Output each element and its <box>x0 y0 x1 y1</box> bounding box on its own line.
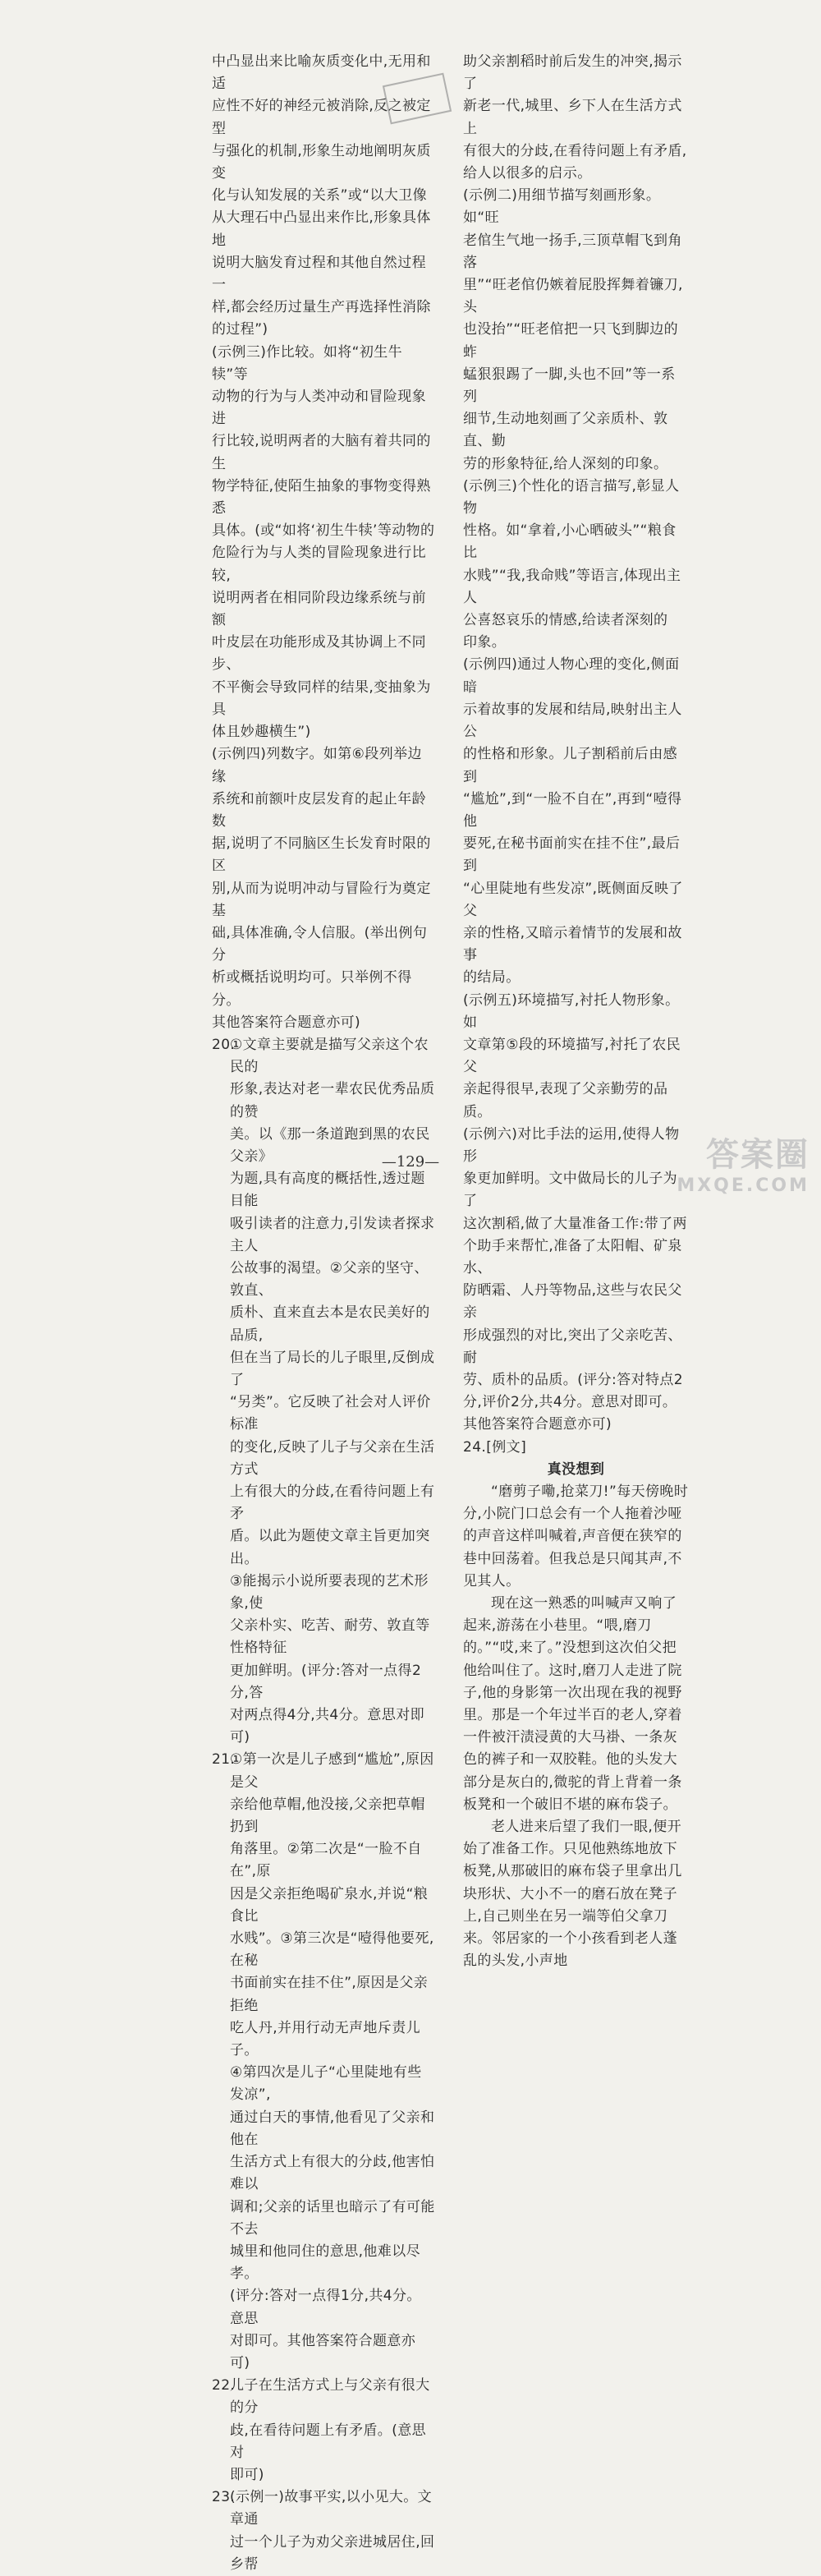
text-line: 文章第⑤段的环境描写,衬托了农民父 <box>463 1036 681 1076</box>
text-line: 也没抬”“旺老倌把一只飞到脚边的蚱 <box>463 321 679 361</box>
text-line: 分,评价2分,共4分。意思对即可。 <box>463 1394 677 1411</box>
text-line <box>230 2464 435 2486</box>
line-text: ①文章主要就是描写父亲这个农民的 <box>230 1036 429 1076</box>
text-line: 础,具体准确,令人信服。(举出例句分 <box>212 924 428 964</box>
text-line: (示例六)对比手法的运用,使得人物形 <box>463 1125 680 1165</box>
line-text: 生活方式上有很大的分歧,他害怕难以 <box>230 2154 435 2193</box>
text-line: (示例五)环境描写,衬托人物形象。如 <box>463 991 680 1031</box>
text-line <box>230 1615 435 1659</box>
text-line: 物学特征,使陌生抽象的事物变得熟悉 <box>212 477 431 518</box>
text-line <box>230 2151 435 2196</box>
text-line <box>212 2375 435 2419</box>
text-line <box>230 1884 435 1928</box>
answer-20-body <box>212 1034 435 1750</box>
text-line <box>230 1838 435 1883</box>
text-line: 老倌生气地一扬手,三顶草帽飞到角落 <box>463 232 682 271</box>
text-line: 中凸显出来比喻灰质变化中,无用和适 <box>212 53 431 93</box>
text-line: (示例四)列数字。如第⑥段列举边缘 <box>212 746 422 785</box>
line-text: 亲给他草帽,他没接,父亲把草帽扔到 <box>230 1796 425 1836</box>
text-line: 防晒霜、人丹等物品,这些与农民父亲 <box>463 1282 682 1322</box>
line-text: 为题,具有高度的概括性,透过题目能 <box>230 1171 425 1210</box>
text-line: 劳、质朴的品质。(评分:答对特点2 <box>463 1371 683 1388</box>
line-text: 质朴、直来直去本是农民美好的品质, <box>230 1304 430 1344</box>
essay-paragraph: “磨剪子嘞,抢菜刀!”每天傍晚时分,小院门口总会有一个人拖着沙哑的声音这样叫喊着,声音便在狭窄的巷中回荡着。但我总是只闻其声,不见其人。 <box>463 1484 689 1589</box>
text-line: (示例二)用细节描写刻画形象。如“旺 <box>463 187 661 227</box>
line-text: 即可) <box>230 2466 264 2483</box>
watermark-logo <box>677 1129 810 1196</box>
line-text: (示例一)故事平实,以小见大。文章通 <box>230 2489 433 2528</box>
page-number: —129— <box>381 1153 440 1171</box>
line-text: 美。以《那一条道跑到黑的农民父亲》 <box>230 1125 430 1165</box>
line-text: 对即可。其他答案符合题意亦可) <box>230 2332 416 2371</box>
text-line: 示着故事的发展和结局,映射出主人公 <box>463 701 682 741</box>
text-line: 从大理石中凸显出来作比,形象具体地 <box>212 209 431 249</box>
line-text: 过一个儿子为劝父亲进城居住,回乡帮 <box>230 2533 435 2573</box>
essay-paragraph: 老人进来后望了我们一眼,便开始了准备工作。只见他熟练地放下板凳,从那破旧的麻布袋子里拿出几块形状、大小不一的磨石放在凳子上,自己则坐在另一端等伯父拿刀来。邻居家的一个小孩看到老人蓬乱的头发,小声地 <box>463 1819 682 1970</box>
answer-24-label: 24.[例文] <box>463 1438 527 1456</box>
text-line: 其他答案符合题意亦可) <box>212 1014 361 1031</box>
line-text: 调和;父亲的话里也暗示了有可能不去 <box>230 2198 435 2238</box>
line-text: 对两点得4分,共4分。意思对即可) <box>230 1707 425 1746</box>
text-line <box>230 1525 435 1570</box>
text-line <box>230 2062 435 2106</box>
text-line <box>230 2285 435 2330</box>
text-line <box>230 1347 435 1392</box>
line-text: 吸引读者的注意力,引发读者探求主人 <box>230 1215 435 1254</box>
text-line <box>230 1660 435 1704</box>
text-line <box>230 1258 435 1302</box>
text-line <box>230 1213 435 1258</box>
right-column <box>463 51 689 1972</box>
watermark-line2: MXQE.COM <box>677 1175 810 1196</box>
text-line <box>230 1704 435 1749</box>
text-line: 危险行为与人类的冒险现象进行比较, <box>212 545 426 584</box>
text-line <box>230 1481 435 1525</box>
text-line: 印象。 <box>463 634 507 651</box>
text-line: 个助手来帮忙,准备了太阳帽、矿泉水、 <box>463 1237 682 1276</box>
line-text: 盾。以此为题使文章主旨更加突出。 <box>230 1528 430 1567</box>
line-text: 但在当了局长的儿子眼里,反倒成了 <box>230 1349 435 1388</box>
text-line: 动物的行为与人类冲动和冒险现象进 <box>212 389 426 428</box>
text-line: 象更加鲜明。文中做局长的儿子为了 <box>463 1171 677 1210</box>
text-line: 应性不好的神经元被消除,反之被定型 <box>212 98 431 137</box>
line-text: 角落里。②第二次是“一脸不自在”,原 <box>230 1841 422 1880</box>
answer-23 <box>212 2486 435 2576</box>
text-line <box>230 2532 435 2576</box>
text-line: 亲起得很早,表现了父亲勤劳的品质。 <box>463 1081 668 1120</box>
text-line <box>212 1034 435 1079</box>
line-text: ④第四次是儿子“心里陡地有些发凉”, <box>230 2064 422 2104</box>
text-line: 的性格和形象。儿子割稻前后由感到 <box>463 746 677 785</box>
text-line: (示例三)个性化的语言描写,彰显人物 <box>463 477 680 518</box>
text-line: 说明大脑发育过程和其他自然过程一 <box>212 254 426 294</box>
text-line <box>230 2196 435 2241</box>
question-number: 20. <box>212 1036 236 1053</box>
text-line: 要死,在秘书面前实在挂不住”,最后到 <box>463 835 681 875</box>
text-line <box>212 1749 435 1793</box>
line-text: 公故事的渴望。②父亲的坚守、敦直、 <box>230 1259 429 1300</box>
text-line: 系统和前额叶皮层发育的起止年龄数 <box>212 790 426 830</box>
text-line <box>230 1972 435 2017</box>
line-text: 上有很大的分歧,在看待问题上有矛 <box>230 1484 435 1523</box>
answer-23-body <box>212 2486 435 2576</box>
text-line: 的过程”) <box>212 321 268 338</box>
text-line: 细节,生动地刻画了父亲质朴、敦直、勤 <box>463 411 668 450</box>
question-number: 23. <box>212 2489 236 2506</box>
text-line: 助父亲割稻时前后发生的冲突,揭示了 <box>463 53 682 93</box>
text-line: 说明两者在相同阶段边缘系统与前额 <box>212 589 426 629</box>
text-line: 的结局。 <box>463 969 521 987</box>
line-text: 水贱”。③第三次是“噎得他要死,在秘 <box>230 1930 434 1970</box>
text-line <box>230 1168 435 1212</box>
line-text: ①第一次是儿子感到“尴尬”,原因是父 <box>230 1751 434 1791</box>
question-number: 22. <box>212 2377 236 2394</box>
text-line: 给人以很多的启示。 <box>463 165 592 182</box>
text-line: “心里陡地有些发凉”,既侧面反映了父 <box>463 880 683 919</box>
text-line: 具体。(或“如将‘初生牛犊’等动物的 <box>212 522 435 540</box>
line-text: (评分:答对一点得1分,共4分。意思 <box>230 2288 421 2327</box>
text-line: 样,都会经历过量生产再选择性消除 <box>212 299 431 316</box>
text-line: (示例三)作比较。如将“初生牛犊”等 <box>212 343 403 383</box>
text-line <box>230 2241 435 2285</box>
answer-21 <box>212 1749 435 2375</box>
text-line <box>230 1794 435 1838</box>
text-line <box>230 2017 435 2062</box>
line-text: 父亲朴实、吃苦、耐劳、敦直等性格特征 <box>230 1617 430 1657</box>
line-text: 歧,在看待问题上有矛盾。(意思对 <box>230 2422 427 2461</box>
left-continuation <box>212 51 435 1034</box>
line-text: 书面前实在挂不住”,原因是父亲拒绝 <box>230 1975 429 2014</box>
right-continuation <box>463 51 689 1437</box>
text-line <box>230 1302 435 1346</box>
text-line: 行比较,说明两者的大脑有着共同的生 <box>212 433 431 472</box>
text-line: 体且妙趣横生”) <box>212 724 311 741</box>
text-line <box>230 1437 435 1481</box>
text-line: 形成强烈的对比,突出了父亲吃苦、耐 <box>463 1327 682 1366</box>
line-text: ③能揭示小说所要表现的艺术形象,使 <box>230 1572 429 1612</box>
text-line: 蜢狠狠踢了一脚,头也不回”等一系列 <box>463 366 676 406</box>
line-text: “另类”。它反映了社会对人评价标准 <box>230 1394 431 1433</box>
text-line <box>230 2107 435 2151</box>
line-text: 吃人丹,并用行动无声地斥责儿子。 <box>230 2019 421 2059</box>
text-line: “尴尬”,到“一脸不自在”,再到“噎得他 <box>463 790 682 830</box>
text-line: 水贱”“我,我命贱”等语言,体现出主人 <box>463 567 681 606</box>
text-line: 与强化的机制,形象生动地阐明灰质变 <box>212 142 431 182</box>
answer-21-body <box>212 1749 435 2375</box>
line-text: 更加鲜明。(评分:答对一点得2分,答 <box>230 1662 422 1701</box>
text-line: 劳的形象特征,给人深刻的印象。 <box>463 455 668 472</box>
text-line: 叶皮层在功能形成及其协调上不同步、 <box>212 634 426 674</box>
text-line: 这次割稻,做了大量准备工作:带了两 <box>463 1215 687 1232</box>
text-line: 里”“旺老倌仍嫉着屁股挥舞着镰刀,头 <box>463 277 683 316</box>
text-line <box>230 1928 435 1972</box>
line-text: 因是父亲拒绝喝矿泉水,并说“粮食比 <box>230 1885 429 1925</box>
text-line <box>230 1079 435 1123</box>
question-number: 21. <box>212 1751 236 1769</box>
line-text: 的变化,反映了儿子与父亲在生活方式 <box>230 1438 435 1478</box>
text-line: 不平衡会导致同样的结果,变抽象为具 <box>212 678 431 718</box>
text-line: 有很大的分歧,在看待问题上有矛盾, <box>463 142 687 159</box>
line-text: 形象,表达对老一辈农民优秀品质的赞 <box>230 1081 435 1120</box>
text-line: 性格。如“拿着,小心晒破头”“粮食比 <box>463 522 677 562</box>
answer-20 <box>212 1034 435 1750</box>
text-line <box>230 1392 435 1436</box>
text-line: 亲的性格,又暗示着情节的发展和故事 <box>463 924 682 964</box>
text-line: 化与认知发展的关系”或“以大卫像 <box>212 187 428 205</box>
answer-22 <box>212 2375 435 2486</box>
text-line: 析或概括说明均可。只举例不得分。 <box>212 969 412 1009</box>
answer-22-body <box>212 2375 435 2486</box>
essay-body <box>463 1481 689 1972</box>
text-line: 据,说明了不同脑区生长发育时限的区 <box>212 835 431 875</box>
line-text: 儿子在生活方式上与父亲有很大的分 <box>230 2377 430 2417</box>
line-text: 通过白天的事情,他看见了父亲和他在 <box>230 2109 435 2148</box>
essay-title: 真没想到 <box>547 1460 605 1478</box>
text-line <box>230 2330 435 2375</box>
text-line: 新老一代,城里、乡下人在生活方式上 <box>463 98 682 137</box>
essay-paragraph: 现在这一熟悉的叫喊声又响了起来,游荡在小巷里。“喂,磨刀的。”“哎,来了。”没想到这次伯父把他给叫住了。这时,磨刀人走进了院子,他的身影第一次出现在我的视野里。那是一个年过半百的老人,穿着一件被汗渍浸黄的大马褂、一条灰色的裤子和一双胶鞋。他的头发大部分是灰白的,微驼的背上背着一条板凳和一个破旧不堪的麻布袋子。 <box>463 1595 682 1813</box>
text-line <box>212 2486 435 2531</box>
watermark-line1: 答案圈 <box>706 1136 810 1174</box>
text-line: 公喜怒哀乐的情感,给读者深刻的 <box>463 612 668 629</box>
text-line: (示例四)通过人物心理的变化,侧面暗 <box>463 656 680 696</box>
text-line <box>230 2420 435 2464</box>
left-column <box>212 51 435 2576</box>
text-line: 其他答案符合题意亦可) <box>463 1416 612 1433</box>
line-text: 城里和他同住的意思,他难以尽孝。 <box>230 2242 421 2283</box>
text-line <box>230 1571 435 1615</box>
text-line: 别,从而为说明冲动与冒险行为奠定基 <box>212 880 431 919</box>
